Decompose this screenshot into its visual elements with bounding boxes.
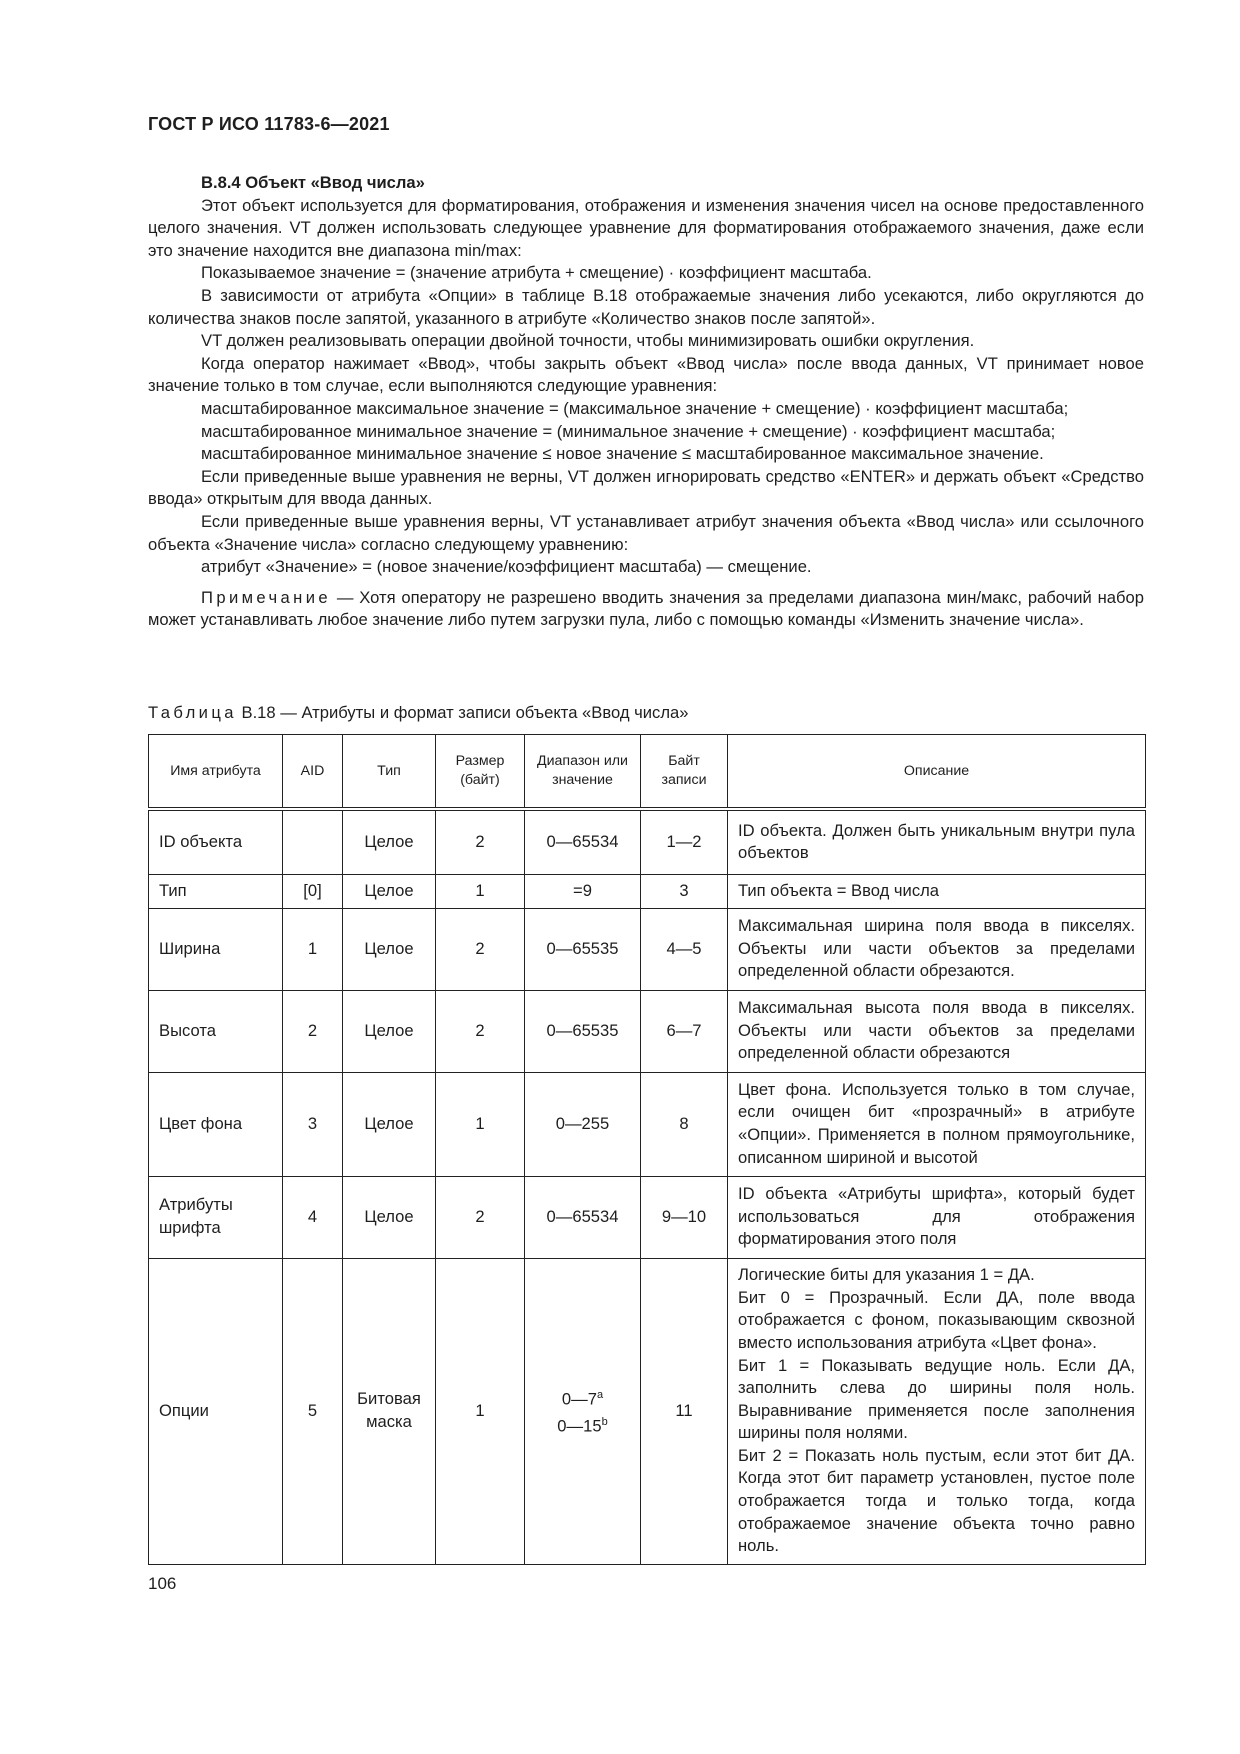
cell-size: 1 — [436, 1072, 525, 1176]
paragraph: Если приведенные выше уравнения верны, VT устанавливает атрибут значения объекта «Ввод числа» или ссылочного объекта «Значение числа» согласно следующему уравнению: — [148, 511, 1144, 554]
cell-description: Максимальная высота поля ввода в пикселях. Объекты или части объектов за пределами определенной области обрезаются — [728, 990, 1146, 1072]
footnote-a-mark: a — [596, 1388, 604, 1401]
cell-type: Битовая маска — [343, 1258, 436, 1564]
table-row — [149, 809, 1146, 874]
paragraph: В зависимости от атрибута «Опции» в таблице B.18 отображаемые значения либо усекаются, либо округляются до количества знаков после запятой, указанного в атрибуте «Количество знаков после запятой». — [148, 285, 1144, 328]
cell-aid: [0] — [283, 874, 343, 908]
header-aid: AID — [283, 735, 343, 810]
cell-description: ID объекта «Атрибуты шрифта», который будет использоваться для отображения форматирования этого поля — [728, 1176, 1146, 1258]
table-row — [149, 874, 1146, 908]
cell-range: 0—65534 — [525, 1176, 641, 1258]
range-value-b: 0—15 — [557, 1416, 602, 1436]
document-code-header: ГОСТ Р ИСО 11783-6—2021 — [148, 114, 390, 134]
range-value-a: 0—7 — [561, 1389, 597, 1409]
table-row — [149, 908, 1146, 990]
header-range: Диапазон или значение — [525, 735, 641, 810]
formula-displayed-value: Показываемое значение = (значение атрибута + смещение) · коэффициент масштаба. — [201, 263, 872, 283]
formula-scaled-min: масштабированное минимальное значение = (минимальное значение + смещение) · коэффициент масштаба; — [201, 421, 1056, 441]
cell-attribute-name: Высота — [149, 990, 283, 1072]
cell-attribute-name: Цвет фона — [149, 1072, 283, 1176]
table-row — [149, 1176, 1146, 1258]
cell-range: =9 — [525, 874, 641, 908]
cell-range — [525, 1258, 641, 1564]
cell-type: Целое — [343, 809, 436, 874]
cell-attribute-name: Ширина — [149, 908, 283, 990]
cell-aid: 4 — [283, 1176, 343, 1258]
table-caption — [148, 703, 688, 723]
cell-record-bytes: 3 — [641, 874, 728, 908]
cell-aid: 1 — [283, 908, 343, 990]
cell-attribute-name: Атрибуты шрифта — [149, 1176, 283, 1258]
cell-size: 2 — [436, 809, 525, 874]
cell-record-bytes: 4—5 — [641, 908, 728, 990]
cell-description: ID объекта. Должен быть уникальным внутри пула объектов — [728, 809, 1146, 874]
paragraph: VT должен реализовывать операции двойной точности, чтобы минимизировать ошибки округления. — [201, 331, 975, 351]
cell-attribute-name: Опции — [149, 1258, 283, 1564]
paragraph: Этот объект используется для форматирования, отображения и изменения значения чисел на основе предоставленного целого значения. VT должен использовать следующее уравнение для форматирования отображаемого значения, даже если это значение находится вне диапазона min/max: — [148, 195, 1144, 260]
cell-record-bytes: 11 — [641, 1258, 728, 1564]
cell-aid — [283, 809, 343, 874]
paragraph: Если приведенные выше уравнения не верны, VT должен игнорировать средство «ENTER» и держать объект «Средство ввода» открытым для ввода данных. — [148, 466, 1144, 509]
cell-range: 0—255 — [525, 1072, 641, 1176]
header-record-bytes: Байт записи — [641, 735, 728, 810]
table-caption-text: B.18 — Атрибуты и формат записи объекта «Ввод числа» — [241, 703, 689, 722]
cell-record-bytes: 9—10 — [641, 1176, 728, 1258]
cell-range: 0—65534 — [525, 809, 641, 874]
header-description: Описание — [728, 735, 1146, 810]
formula-scaled-max: масштабированное максимальное значение = (максимальное значение + смещение) · коэффициент масштаба; — [201, 398, 1069, 418]
formula-range-check: масштабированное минимальное значение ≤ новое значение ≤ масштабированное максимальное значение. — [201, 444, 1044, 464]
cell-record-bytes: 1—2 — [641, 809, 728, 874]
cell-aid: 2 — [283, 990, 343, 1072]
cell-aid: 5 — [283, 1258, 343, 1564]
cell-size: 1 — [436, 874, 525, 908]
table-header-row — [149, 735, 1146, 810]
note — [148, 587, 1144, 632]
desc-line: Бит 0 = Прозрачный. Если ДА, поле ввода отображается с фоном, показывающим сквозной вместо использования атрибута «Цвет фона». — [738, 1287, 1135, 1352]
cell-record-bytes: 8 — [641, 1072, 728, 1176]
table-caption-label: Таблица — [148, 703, 237, 722]
cell-size: 2 — [436, 990, 525, 1072]
footnote-b-mark: b — [601, 1416, 608, 1428]
attributes-table — [148, 734, 1146, 1565]
cell-attribute-name: ID объекта — [149, 809, 283, 874]
table-row — [149, 1072, 1146, 1176]
cell-description — [728, 1258, 1146, 1564]
desc-line: Бит 1 = Показывать ведущие ноль. Если ДА, заполнить слева до ширины поля ноль. Выравнивание применяется после заполнения ширины поля нолями. — [738, 1355, 1135, 1443]
cell-description: Цвет фона. Используется только в том случае, если очищен бит «прозрачный» в атрибуте «Опции». Применяется в полном прямоугольнике, описанном шириной и высотой — [728, 1072, 1146, 1176]
cell-attribute-name: Тип — [149, 874, 283, 908]
section-body — [148, 172, 1144, 632]
cell-size: 2 — [436, 908, 525, 990]
cell-type: Целое — [343, 874, 436, 908]
cell-size: 1 — [436, 1258, 525, 1564]
section-title: B.8.4 Объект «Ввод числа» — [201, 173, 425, 192]
cell-range: 0—65535 — [525, 908, 641, 990]
cell-size: 2 — [436, 1176, 525, 1258]
table-row — [149, 990, 1146, 1072]
note-text: — Хотя оператору не разрешено вводить значения за пределами диапазона мин/макс, рабочий набор может устанавливать любое значение либо путем загрузки пула, либо с помощью команды «Изменить значение числа». — [148, 587, 1144, 630]
desc-line: Бит 2 = Показать ноль пустым, если этот бит ДА. Когда этот бит параметр установлен, пустое поле отображается тогда и только тогда, когда отображаемое значение объекта точно равно ноль. — [738, 1445, 1135, 1556]
cell-type: Целое — [343, 908, 436, 990]
cell-type: Целое — [343, 990, 436, 1072]
cell-type: Целое — [343, 1176, 436, 1258]
paragraph: Когда оператор нажимает «Ввод», чтобы закрыть объект «Ввод числа» после ввода данных, VT принимает новое значение только в том случае, если выполняются следующие уравнения: — [148, 353, 1144, 396]
cell-type: Целое — [343, 1072, 436, 1176]
cell-aid: 3 — [283, 1072, 343, 1176]
cell-description: Максимальная ширина поля ввода в пикселях. Объекты или части объектов за пределами определенной области обрезаются. — [728, 908, 1146, 990]
header-attribute-name: Имя атрибута — [149, 735, 283, 810]
header-type: Тип — [343, 735, 436, 810]
cell-record-bytes: 6—7 — [641, 990, 728, 1072]
cell-description: Тип объекта = Ввод числа — [728, 874, 1146, 908]
cell-range: 0—65535 — [525, 990, 641, 1072]
header-size: Размер (байт) — [436, 735, 525, 810]
page-number: 106 — [148, 1574, 177, 1593]
desc-line: Логические биты для указания 1 = ДА. — [738, 1265, 1035, 1285]
table-row — [149, 1258, 1146, 1564]
formula-value-attribute: атрибут «Значение» = (новое значение/коэффициент масштаба) — смещение. — [201, 557, 812, 577]
note-label: Примечание — [201, 587, 332, 607]
